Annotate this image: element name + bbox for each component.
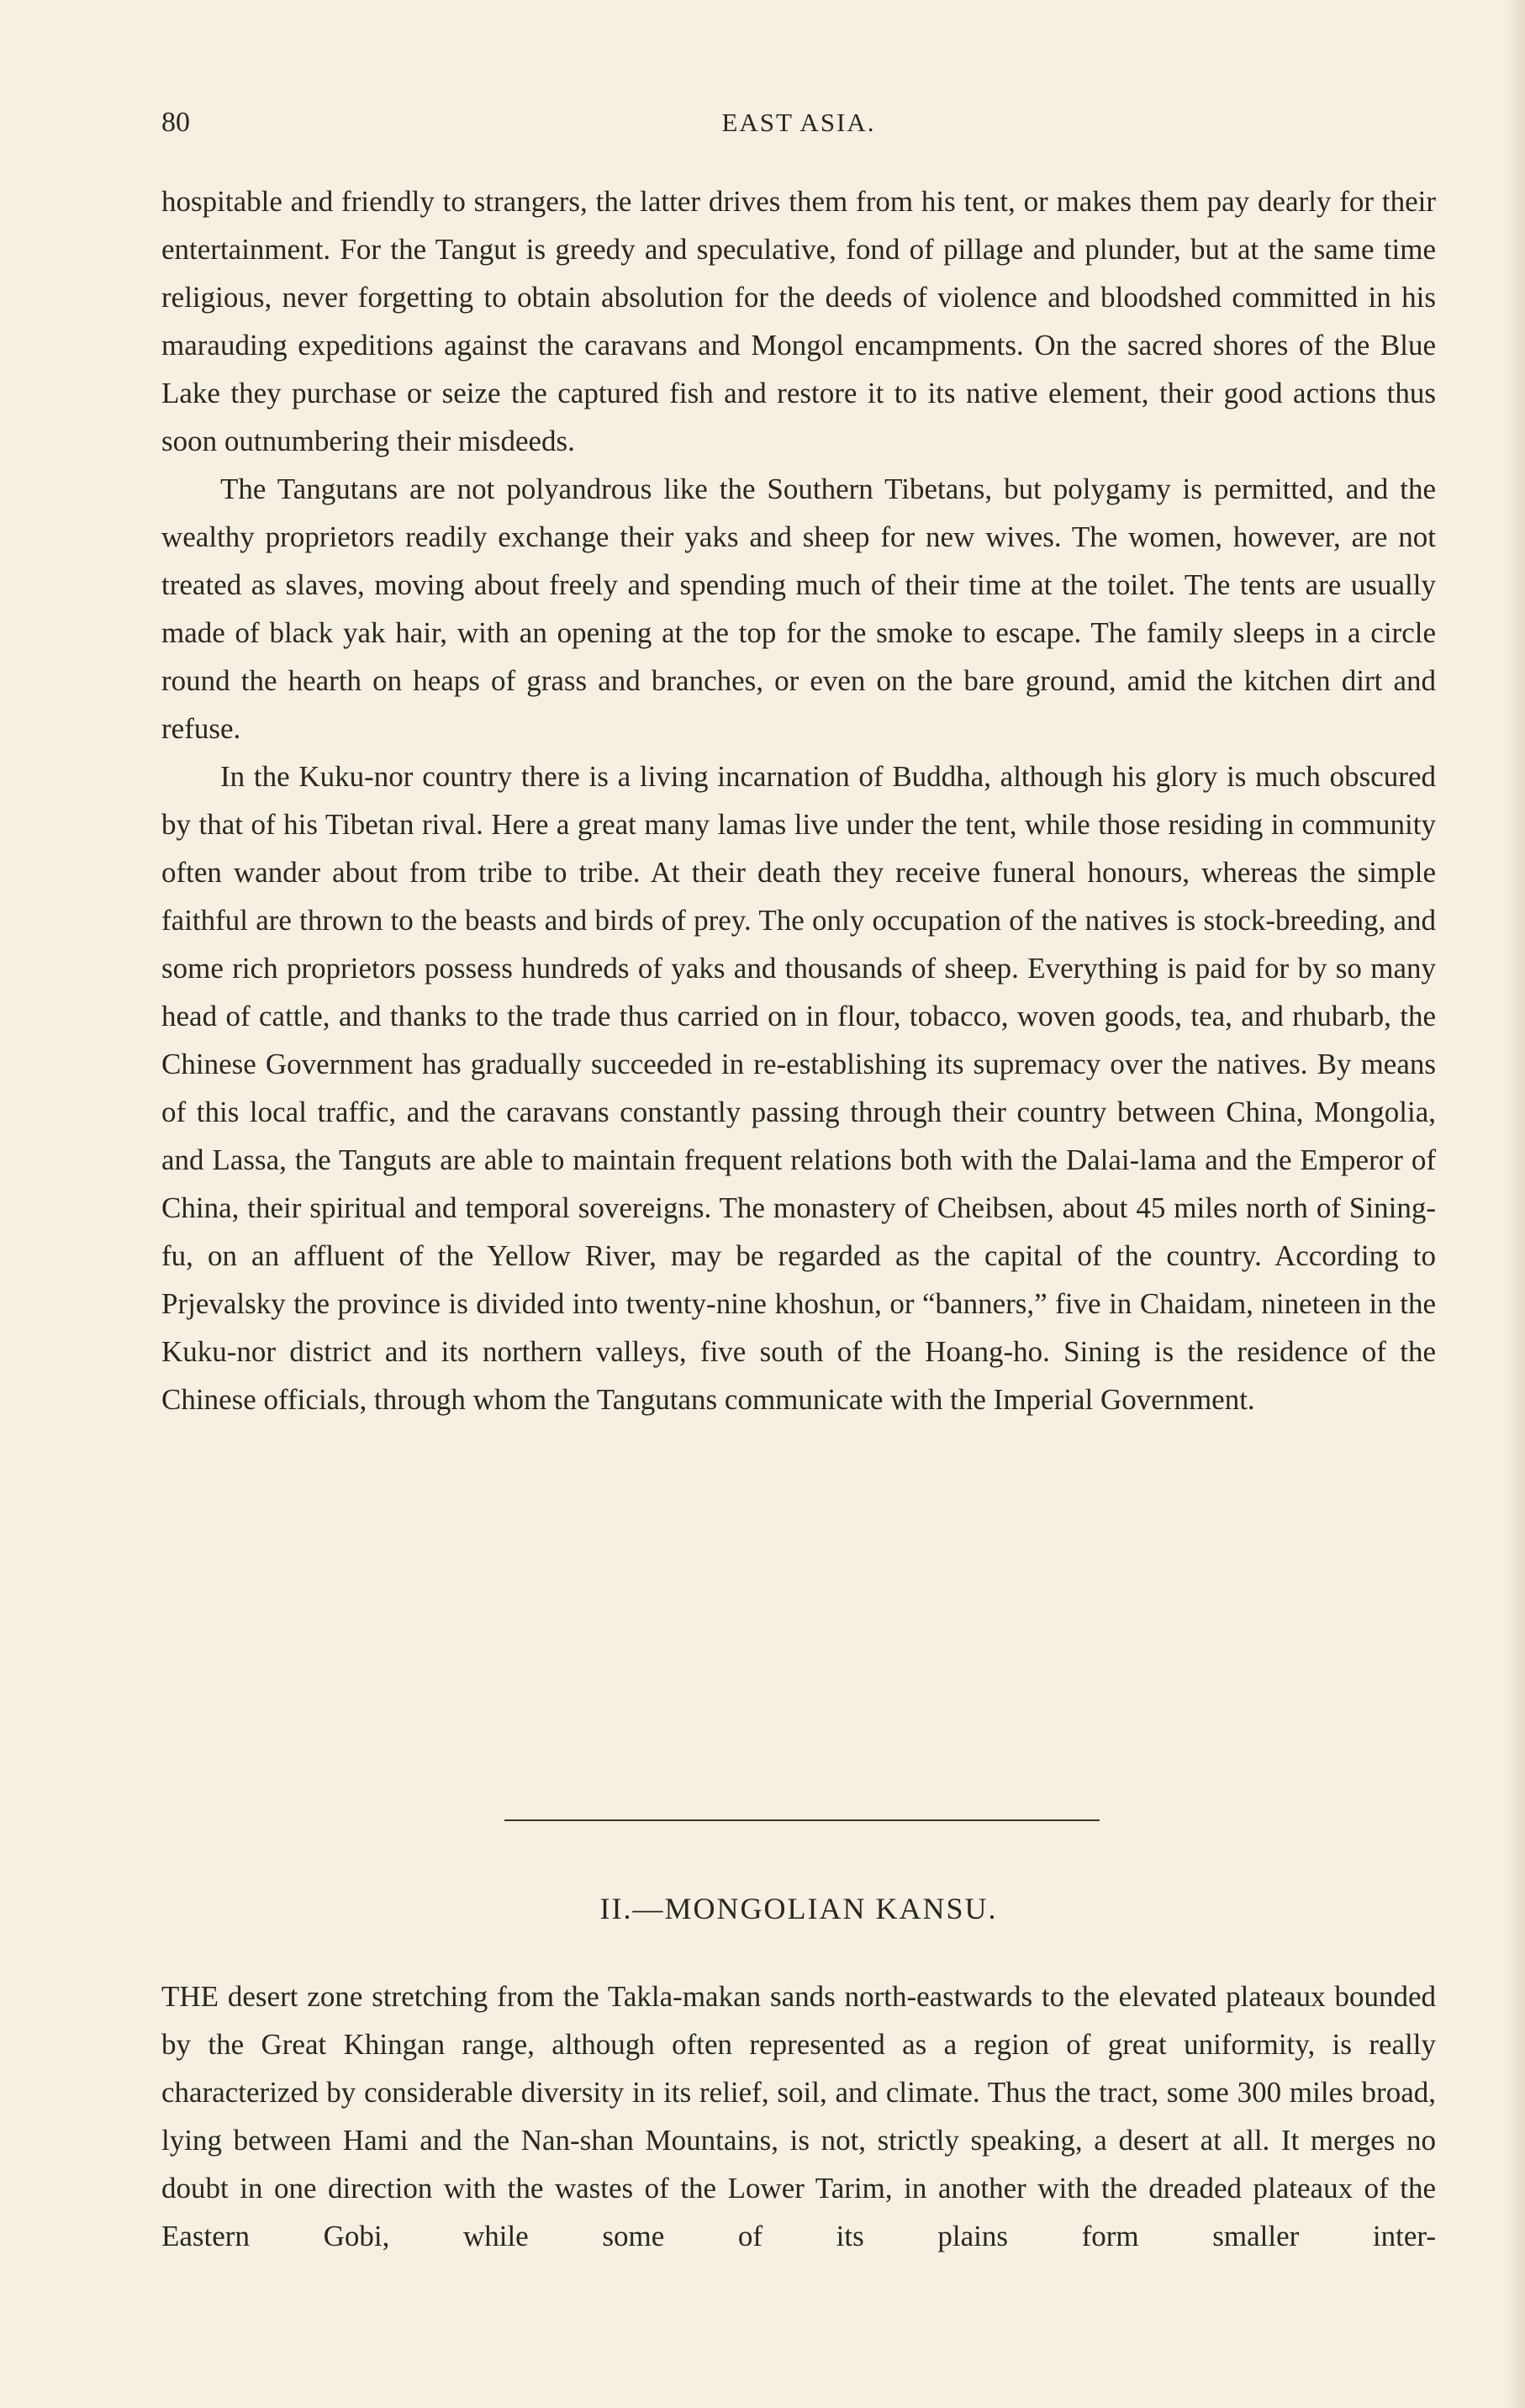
running-title: EAST ASIA. <box>721 108 876 137</box>
page-edge-shadow <box>1503 0 1525 2408</box>
paragraph: The Tangutans are not polyandrous like the Southern Tibetans, but polygamy is permitted, and the wealthy proprietors readily exchange their yaks and sheep for new wives. The women, however, are not treated as slaves, moving about freely and spending much of their time at the toilet. The tents are usually made of black yak hair, with an opening at the top for the smoke to escape. The family sleeps in a circle round the hearth on heaps of grass and branches, or even on the bare ground, amid the kitchen dirt and refuse. <box>161 473 1436 745</box>
section-paragraph: THE desert zone stretching from the Takla-makan sands north-eastwards to the elevated plateaux bounded by the Great Khingan range, although often represented as a region of great uniformity, is really characterized by considerable diversity in its relief, soil, and climate. Thus the tract, some 300 miles broad, lying between Hami and the Nan-shan Mountains, is not, strictly speaking, a desert at all. It merges no doubt in one direction with the wastes of the Lower Tarim, in another with the dreaded plateaux of the Eastern Gobi, while some of its plains form smaller inter- <box>161 1980 1436 2252</box>
paragraph: hospitable and friendly to strangers, the latter drives them from his tent, or makes them pay dearly for their entertainment. For the Tangut is greedy and speculative, fond of pillage and plunder, but at the same time religious, never forgetting to obtain absolution for the deeds of violence and bloodshed committed in his marauding expeditions against the caravans and Mongol encampments. On the sacred shores of the Blue Lake they purchase or seize the captured fish and restore it to its native element, their good actions thus soon outnumbering their misdeeds. <box>161 185 1436 457</box>
page-header <box>161 103 1436 143</box>
section-text <box>161 1972 1436 2260</box>
section-divider <box>504 1819 1100 1821</box>
page-number: 80 <box>161 107 190 138</box>
main-text <box>161 177 1436 1423</box>
paragraph: In the Kuku-nor country there is a living incarnation of Buddha, although his glory is much obscured by that of his Tibetan rival. Here a great many lamas live under the tent, while those residing in community often wander about from tribe to tribe. At their death they receive funeral honours, whereas the simple faithful are thrown to the beasts and birds of prey. The only occupation of the natives is stock-breeding, and some rich proprietors possess hundreds of yaks and thousands of sheep. Everything is paid for by so many head of cattle, and thanks to the trade thus carried on in flour, tobacco, woven goods, tea, and rhubarb, the Chinese Government has gradually succeeded in re-establishing its supremacy over the natives. By means of this local traffic, and the caravans constantly passing through their country between China, Mongolia, and Lassa, the Tanguts are able to maintain frequent relations both with the Dalai-lama and the Emperor of China, their spiritual and temporal sovereigns. The monastery of Cheibsen, about 45 miles north of Sining-fu, on an affluent of the Yellow River, may be regarded as the capital of the country. According to Prjevalsky the province is divided into twenty-nine khoshun, or “banners,” five in Chaidam, nineteen in the Kuku-nor district and its northern valleys, five south of the Hoang-ho. Sining is the residence of the Chinese officials, through whom the Tangutans communicate with the Imperial Government. <box>161 760 1436 1416</box>
section-heading: II.—MONGOLIAN KANSU. <box>599 1892 998 1925</box>
